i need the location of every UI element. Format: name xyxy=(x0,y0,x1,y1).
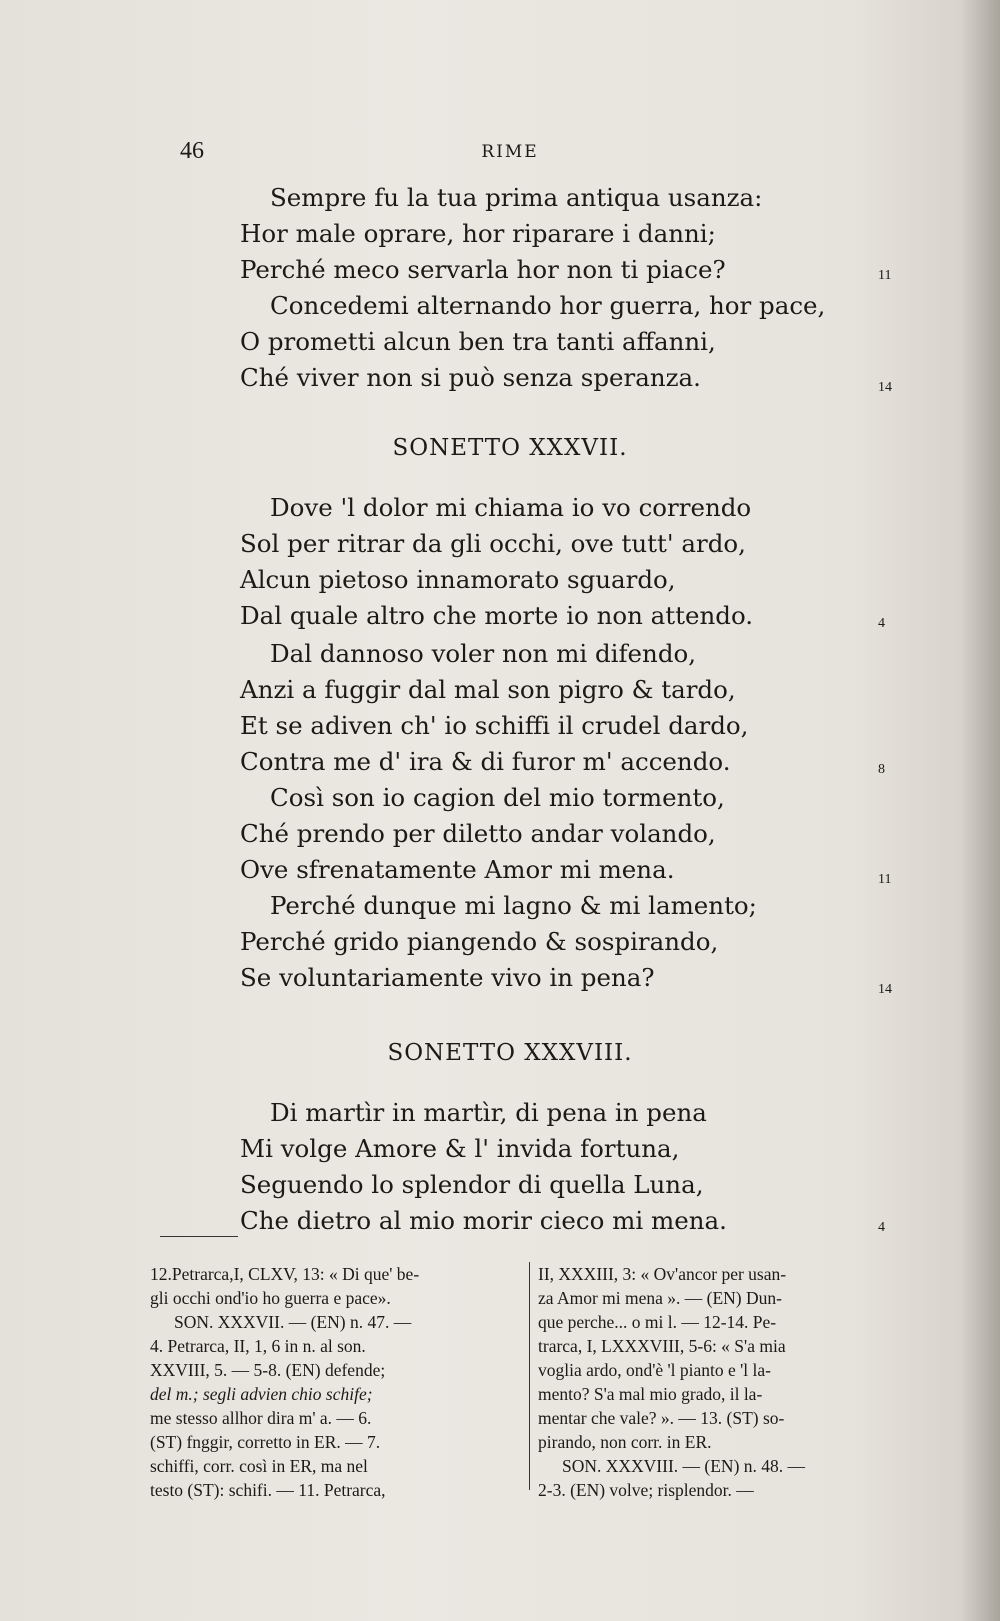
verse-line: Anzi a fuggir dal mal son pigro & tardo, xyxy=(240,675,736,704)
line-number: 8 xyxy=(878,762,885,777)
verse-line: Alcun pietoso innamorato sguardo, xyxy=(240,565,676,594)
line-number: 14 xyxy=(878,380,892,395)
footnote-line: 12.Petrarca,I, CLXV, 13: « Di que' be- xyxy=(150,1264,420,1284)
verse-line: Dal dannoso voler non mi difendo, xyxy=(270,639,697,668)
sonnet-title: SONETTO XXXVII. xyxy=(392,435,628,461)
footnote-line: schiffi, corr. così in ER, ma nel xyxy=(150,1456,368,1476)
verse-line: Contra me d' ira & di furor m' accendo. xyxy=(240,747,731,776)
verse-line: Hor male oprare, hor riparare i danni; xyxy=(240,219,716,248)
footnote-line: gli occhi ond'io ho guerra e pace». xyxy=(150,1288,391,1308)
page-header xyxy=(150,138,870,168)
footnote-line: testo (ST): schifi. — 11. Petrarca, xyxy=(150,1480,386,1500)
verse-line: Mi volge Amore & l' invida fortuna, xyxy=(240,1134,680,1163)
sonnet-title: SONETTO XXXVIII. xyxy=(387,1040,633,1066)
verse-line: Perché grido piangendo & sospirando, xyxy=(240,927,719,956)
line-number: 11 xyxy=(878,872,892,887)
footnote-rule xyxy=(160,1236,238,1237)
line-number: 4 xyxy=(878,616,885,631)
verse-line: Se voluntariamente vivo in pena? xyxy=(240,963,655,992)
verse-line: Ché viver non si può senza speranza. xyxy=(240,363,701,392)
running-title: RIME xyxy=(481,142,539,162)
footnote-line: SON. XXXVIII. — (EN) n. 48. — xyxy=(562,1456,806,1476)
verse-line: Seguendo lo splendor di quella Luna, xyxy=(240,1170,704,1199)
footnote-line: II, XXXIII, 3: « Ov'ancor per usan- xyxy=(538,1264,787,1284)
footnote-line: SON. XXXVII. — (EN) n. 47. — xyxy=(174,1312,412,1332)
verse-line: Di martìr in martìr, di pena in pena xyxy=(270,1098,707,1127)
footnote-line: XXVIII, 5. — 5-8. (EN) defende; xyxy=(150,1360,386,1380)
verse-line: Che dietro al mio morir cieco mi mena. xyxy=(240,1206,727,1235)
footnote-column-divider xyxy=(529,1262,530,1490)
verse-line: Sempre fu la tua prima antiqua usanza: xyxy=(270,183,763,212)
verse-line: Dove 'l dolor mi chiama io vo correndo xyxy=(270,493,752,522)
verse-line: Così son io cagion del mio tormento, xyxy=(270,783,725,812)
verse-line: Ove sfrenatamente Amor mi mena. xyxy=(240,855,675,884)
footnote-line: za Amor mi mena ». — (EN) Dun- xyxy=(538,1288,782,1308)
verse-line: Ché prendo per diletto andar volando, xyxy=(240,819,716,848)
footnote-line: pirando, non corr. in ER. xyxy=(538,1432,712,1452)
line-number: 4 xyxy=(878,1220,885,1235)
page-number: 46 xyxy=(180,138,204,164)
line-number: 14 xyxy=(878,982,892,997)
line-number: 11 xyxy=(878,268,892,283)
footnote-line: 2-3. (EN) volve; risplendor. — xyxy=(538,1480,754,1500)
verse-line: Concedemi alternando hor guerra, hor pace, xyxy=(270,291,826,320)
verse-line: Perché dunque mi lagno & mi lamento; xyxy=(270,891,757,920)
footnote-line: mento? S'a mal mio grado, il la- xyxy=(538,1384,763,1404)
footnote-line: 4. Petrarca, II, 1, 6 in n. al son. xyxy=(150,1336,366,1356)
verse-line: Sol per ritrar da gli occhi, ove tutt' ardo, xyxy=(240,529,746,558)
verse-line: Perché meco servarla hor non ti piace? xyxy=(240,255,726,284)
footnote-line: del m.; segli advien chio schife; xyxy=(150,1384,373,1404)
footnote-line: me stesso allhor dira m' a. — 6. xyxy=(150,1408,372,1428)
footnote-line: (ST) fnggir, corretto in ER. — 7. xyxy=(150,1432,381,1452)
verse-line: Dal quale altro che morte io non attendo. xyxy=(240,601,754,630)
footnote-line: mentar che vale? ». — 13. (ST) so- xyxy=(538,1408,785,1428)
footnote-line: voglia ardo, ond'è 'l pianto e 'l la- xyxy=(538,1360,772,1380)
page-edge-shadow xyxy=(960,0,1000,1621)
footnote-line: trarca, I, LXXXVIII, 5-6: « S'a mia xyxy=(538,1336,786,1356)
verse-line: O prometti alcun ben tra tanti affanni, xyxy=(240,327,716,356)
verse-line: Et se adiven ch' io schiffi il crudel dardo, xyxy=(240,711,749,740)
footnote-line: que perche... o mi l. — 12-14. Pe- xyxy=(538,1312,777,1332)
